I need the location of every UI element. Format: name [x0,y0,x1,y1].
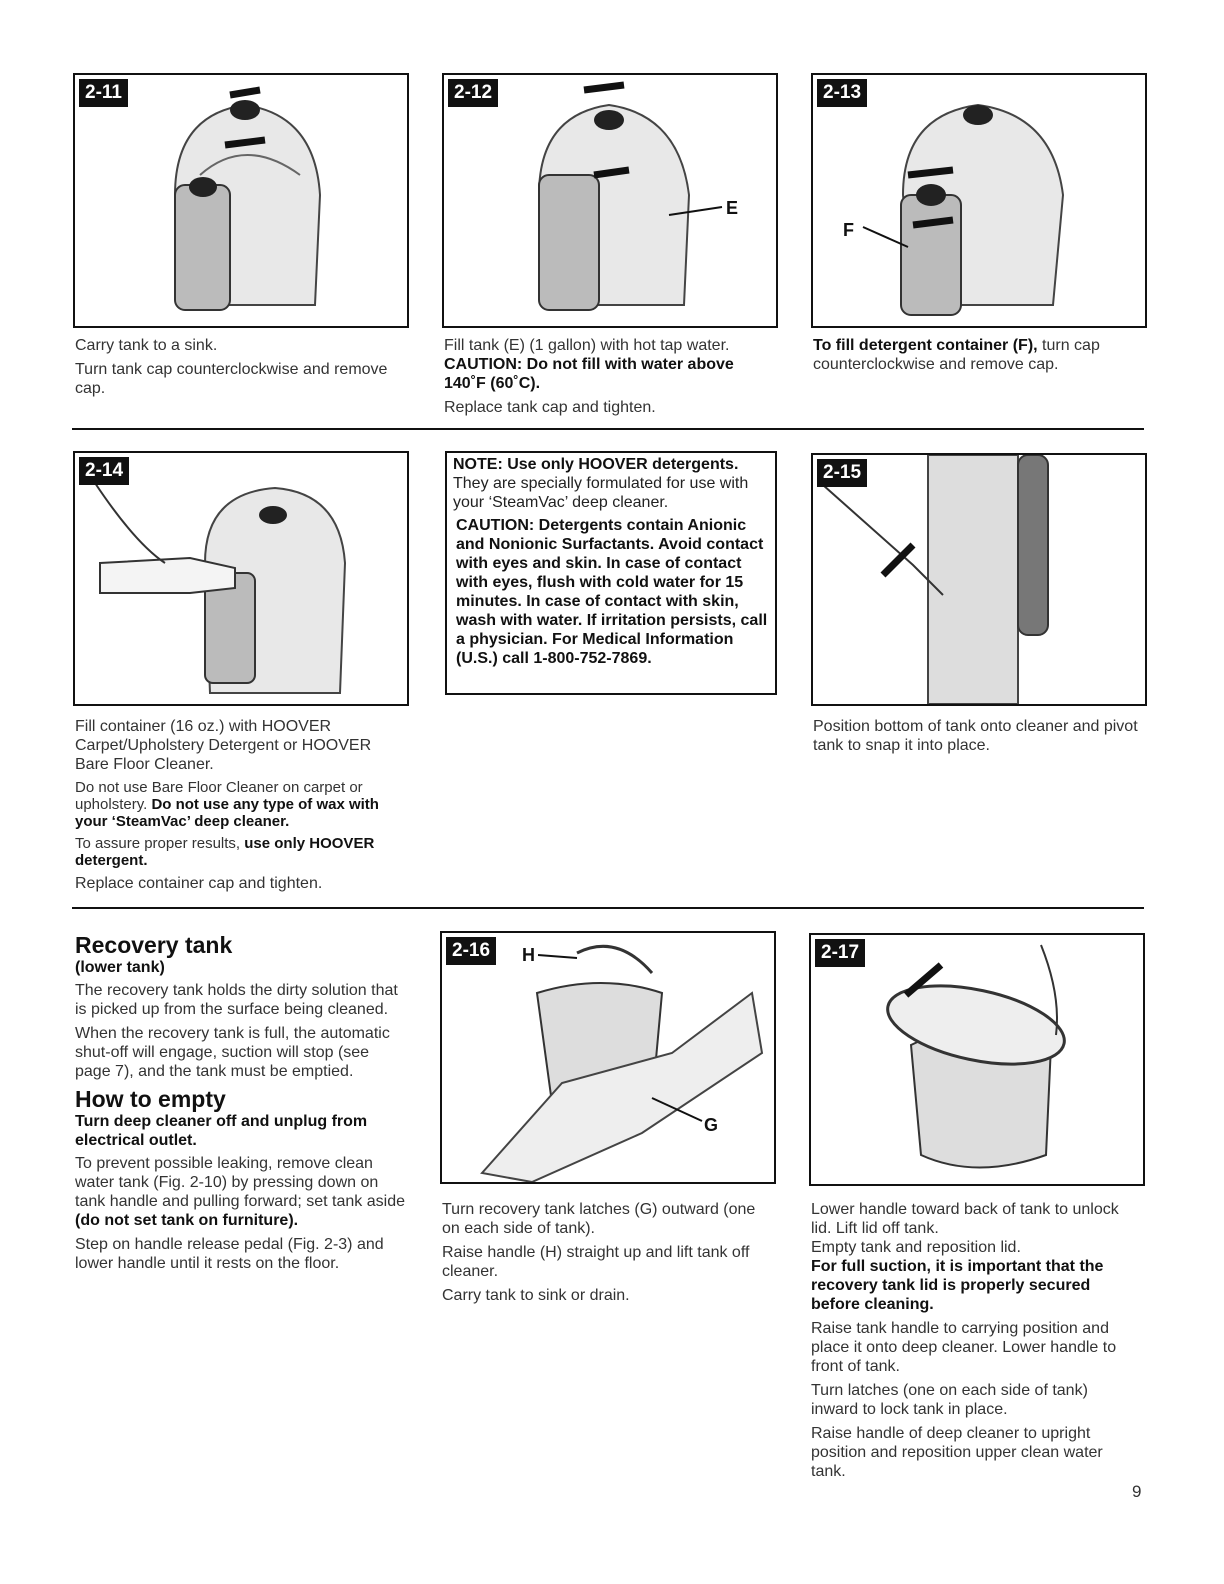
caption-p3-bold: use only HOOVER detergent. [75,835,375,869]
recovery-subtitle: (lower tank) [75,959,165,976]
figure-2-15 [811,453,1147,706]
caption-p5: Turn latches (one on each side of tank) inward to lock tank in place. [811,1382,1088,1418]
caption-2-15 [813,717,1143,760]
caption-p2: Raise handle (H) straight up and lift tank off cleaner. [442,1244,750,1280]
caption-2-16 [442,1200,772,1310]
recovery-section [75,932,405,1278]
page-number: 9 [1132,1482,1142,1501]
figure-2-14 [73,451,409,706]
note-caution: CAUTION: Detergents contain Anionic and Nonionic Surfactants. Avoid contact with eyes and skin. In case of contact with eyes, flush with cold water for 15 minutes. In case of contact with skin, wash with water. If irritation persists, call a physician. For Medical Information (U.S.) call 1-800-752-7869. [456,517,768,667]
tank-illustration [813,75,1145,326]
caption-line: Replace tank cap and tighten. [444,399,656,416]
caption-p6: Raise handle of deep cleaner to upright position and reposition upper clean water tank. [811,1425,1103,1480]
caption-2-17 [811,1200,1131,1486]
note-body: They are specially formulated for use with your ‘SteamVac’ deep cleaner. [453,475,749,511]
callout-f: F [843,220,854,240]
caption-2-11 [75,336,395,403]
caption-p4: Raise tank handle to carrying position and place it onto deep cleaner. Lower handle to front of tank. [811,1320,1117,1375]
caption-p2-bold: Do not use any type of wax with your ‘SteamVac’ deep cleaner. [75,796,379,830]
caption-2-13 [813,336,1143,379]
caption-p2-plain: Do not use Bare Floor Cleaner on carpet or upholstery. [75,779,363,813]
caption-p1: Lower handle toward back of tank to unlock lid. Lift lid off tank. [811,1201,1119,1237]
caption-2-14 [75,717,405,898]
recovery-p2: When the recovery tank is full, the automatic shut-off will engage, suction will stop (see page 7), and the tank must be emptied. [75,1025,390,1080]
empty-p1-bold: (do not set tank on furniture). [75,1212,299,1229]
how-to-empty-title: How to empty [75,1086,226,1112]
figure-label: 2-14 [79,457,129,485]
tank-illustration [75,75,407,326]
caption-line: Position bottom of tank onto cleaner and pivot tank to snap it into place. [813,718,1138,754]
figure-label: 2-11 [79,79,128,107]
caption-line: Turn tank cap counterclockwise and remove cap. [75,361,388,397]
figure-label: 2-15 [817,459,867,487]
lid-illustration [811,935,1143,1184]
caption-bold: To fill detergent container (F), [813,337,1038,354]
caption-line: Fill tank (E) (1 gallon) with hot tap water. [444,337,730,354]
recovery-title: Recovery tank [75,932,233,958]
caption-p1: Fill container (16 oz.) with HOOVER Carpet/Upholstery Detergent or HOOVER Bare Floor Cleaner. [75,718,372,773]
figure-2-13 [811,73,1147,328]
empty-p2: Step on handle release pedal (Fig. 2-3) and lower handle until it rests on the floor. [75,1236,384,1272]
recovery-p1: The recovery tank holds the dirty solution that is picked up from the surface being cleaned. [75,982,398,1018]
figure-2-11 [73,73,409,328]
divider [72,907,1144,909]
cleaner-illustration [813,455,1145,704]
empty-p1-plain: To prevent possible leaking, remove clean water tank (Fig. 2-10) by pressing down on tank handle and pulling forward; set tank aside [75,1155,405,1210]
caption-p3-plain: To assure proper results, [75,835,245,852]
note-heading: NOTE: Use only HOOVER detergents. [453,456,739,473]
caption-line: Carry tank to a sink. [75,337,218,354]
pouring-illustration [75,453,407,704]
caption-p3: Carry tank to sink or drain. [442,1287,630,1304]
caption-p3-bold: For full suction, it is important that the recovery tank lid is properly secured before cleaning. [811,1258,1104,1313]
figure-label: 2-17 [815,939,865,967]
recovery-tank-illustration [442,933,774,1182]
how-to-empty-subtitle: Turn deep cleaner off and unplug from electrical outlet. [75,1113,368,1149]
figure-label: 2-16 [446,937,496,965]
divider [72,428,1144,430]
note-box [445,451,777,695]
caption-p4: Replace container cap and tighten. [75,875,323,892]
figure-label: 2-12 [448,79,498,107]
callout-h: H [522,945,535,965]
callout-g: G [704,1115,719,1135]
caution-text: CAUTION: Do not fill with water above 140˚F (60˚C). [444,356,734,392]
figure-label: 2-13 [817,79,867,107]
figure-2-17 [809,933,1145,1186]
caption-rest: turn cap counterclockwise and remove cap. [813,337,1100,373]
figure-2-16 [440,931,776,1184]
caption-2-12 [444,336,779,422]
caption-p1: Turn recovery tank latches (G) outward (one on each side of tank). [442,1201,756,1237]
callout-e: E [726,198,739,218]
figure-2-12 [442,73,778,328]
caption-p2: Empty tank and reposition lid. [811,1239,1021,1256]
